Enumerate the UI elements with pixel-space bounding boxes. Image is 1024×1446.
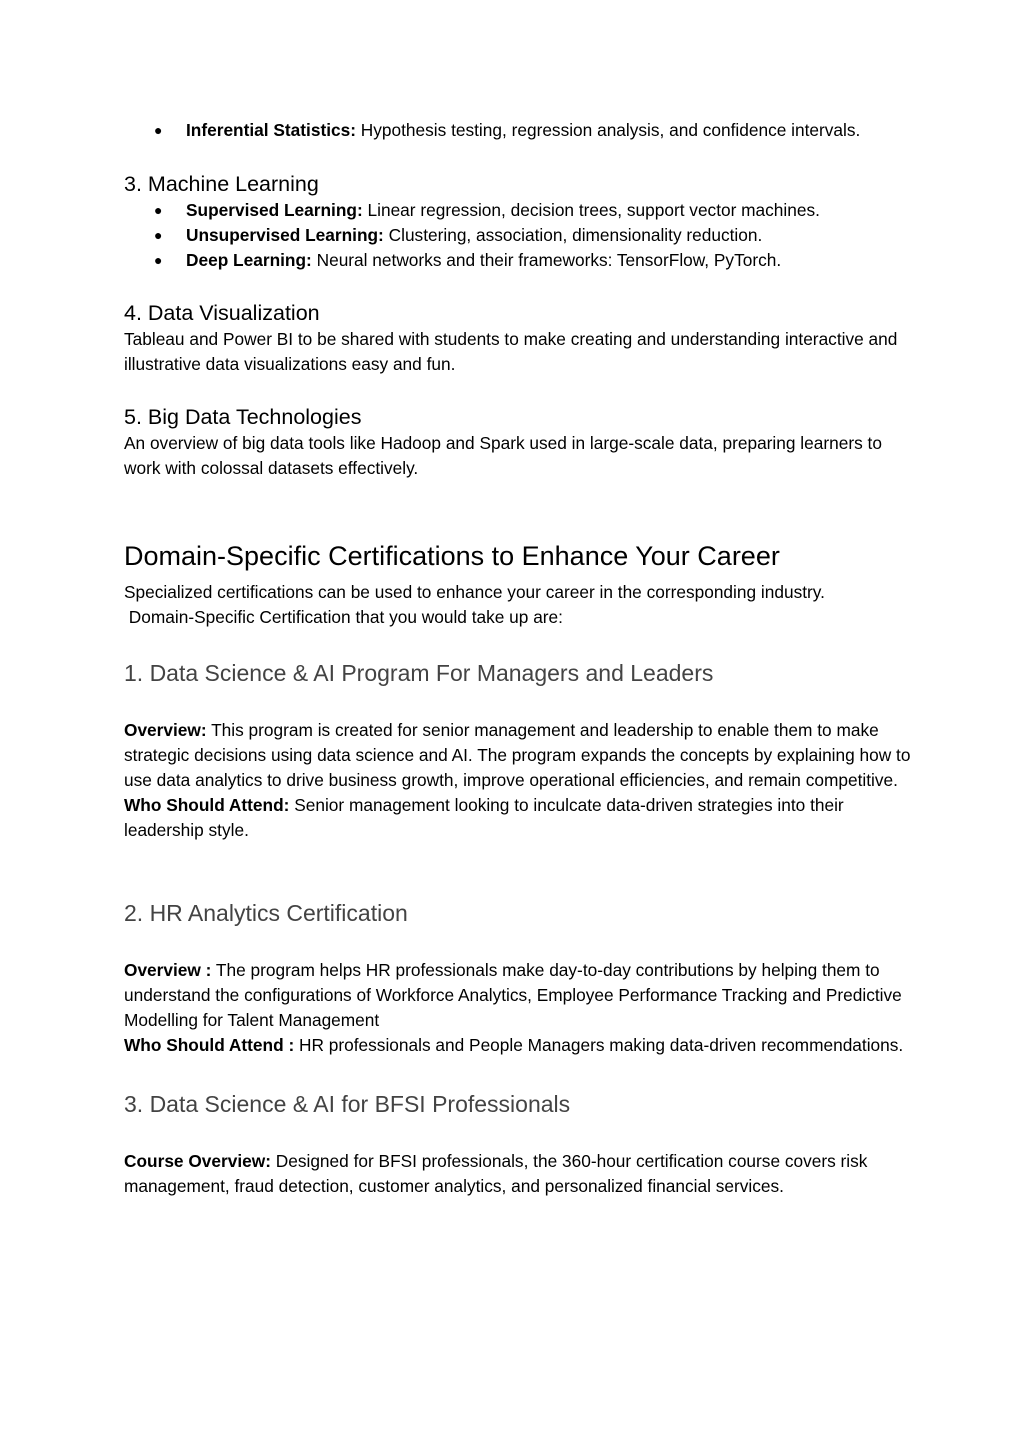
attend-text: Senior management looking to inculcate data-driven strategies into their leadership style. — [124, 795, 844, 840]
cert-heading-managers-leaders: 1. Data Science & AI Program For Managers and Leaders — [124, 660, 714, 686]
section-heading-machine-learning: 3. Machine Learning — [124, 172, 319, 196]
cert-heading-hr-analytics: 2. HR Analytics Certification — [124, 900, 408, 926]
intro-line-1: Specialized certifications can be used to enhance your career in the corresponding industry. — [124, 582, 825, 602]
bullet-label: Deep Learning: — [186, 250, 312, 270]
cert1-who-should-attend — [124, 793, 914, 843]
section-heading-data-visualization: 4. Data Visualization — [124, 301, 320, 325]
data-visualization-paragraph: Tableau and Power BI to be shared with students to make creating and understanding interactive and illustrative data visualizations easy and fun. — [124, 329, 898, 374]
cert-heading-bfsi: 3. Data Science & AI for BFSI Professionals — [124, 1091, 571, 1117]
cert1-overview — [124, 718, 914, 793]
list-item — [154, 198, 914, 223]
attend-text: HR professionals and People Managers making data-driven recommendations. — [294, 1035, 904, 1055]
domain-intro-paragraph — [124, 580, 914, 630]
intro-line-2: Domain-Specific Certification that you would take up are: — [124, 607, 563, 627]
statistics-bullet-list — [154, 118, 914, 143]
list-item — [154, 118, 914, 143]
bullet-text: Clustering, association, dimensionality reduction. — [383, 225, 763, 245]
bullet-label: Inferential Statistics: — [186, 120, 356, 140]
list-item — [154, 223, 914, 248]
bullet-label: Supervised Learning: — [186, 200, 363, 220]
overview-label: Overview: — [124, 720, 207, 740]
bullet-text: Hypothesis testing, regression analysis, and confidence intervals. — [355, 120, 861, 140]
bullet-label: Unsupervised Learning: — [186, 225, 384, 245]
cert2-who-should-attend — [124, 1033, 914, 1058]
section-heading-big-data: 5. Big Data Technologies — [124, 405, 362, 429]
overview-label: Course Overview: — [124, 1151, 271, 1171]
bullet-text: Linear regression, decision trees, support vector machines. — [362, 200, 820, 220]
domain-certifications-heading: Domain-Specific Certifications to Enhance Your Career — [124, 541, 780, 571]
attend-label: Who Should Attend : — [124, 1035, 295, 1055]
list-item — [154, 248, 914, 273]
big-data-paragraph: An overview of big data tools like Hadoop and Spark used in large-scale data, preparing learners to work with colossal datasets effectively. — [124, 433, 882, 478]
overview-text: Designed for BFSI professionals, the 360-hour certification course covers risk management, fraud detection, customer analytics, and personalized financial services. — [124, 1151, 868, 1196]
bullet-text: Neural networks and their frameworks: TensorFlow, PyTorch. — [311, 250, 782, 270]
overview-label: Overview : — [124, 960, 212, 980]
cert3-overview — [124, 1149, 914, 1199]
cert2-overview — [124, 958, 914, 1033]
overview-text: The program helps HR professionals make day-to-day contributions by helping them to understand the configurations of Workforce Analytics, Employee Performance Tracking and Predictive Modelling for Talent Management — [124, 960, 902, 1030]
document-page — [124, 118, 914, 1199]
attend-label: Who Should Attend: — [124, 795, 290, 815]
machine-learning-bullet-list — [154, 198, 914, 273]
overview-text: This program is created for senior management and leadership to enable them to make strategic decisions using data science and AI. The program expands the concepts by explaining how to use data analytics to drive business growth, improve operational efficiencies, and remain competitive. — [124, 720, 911, 790]
